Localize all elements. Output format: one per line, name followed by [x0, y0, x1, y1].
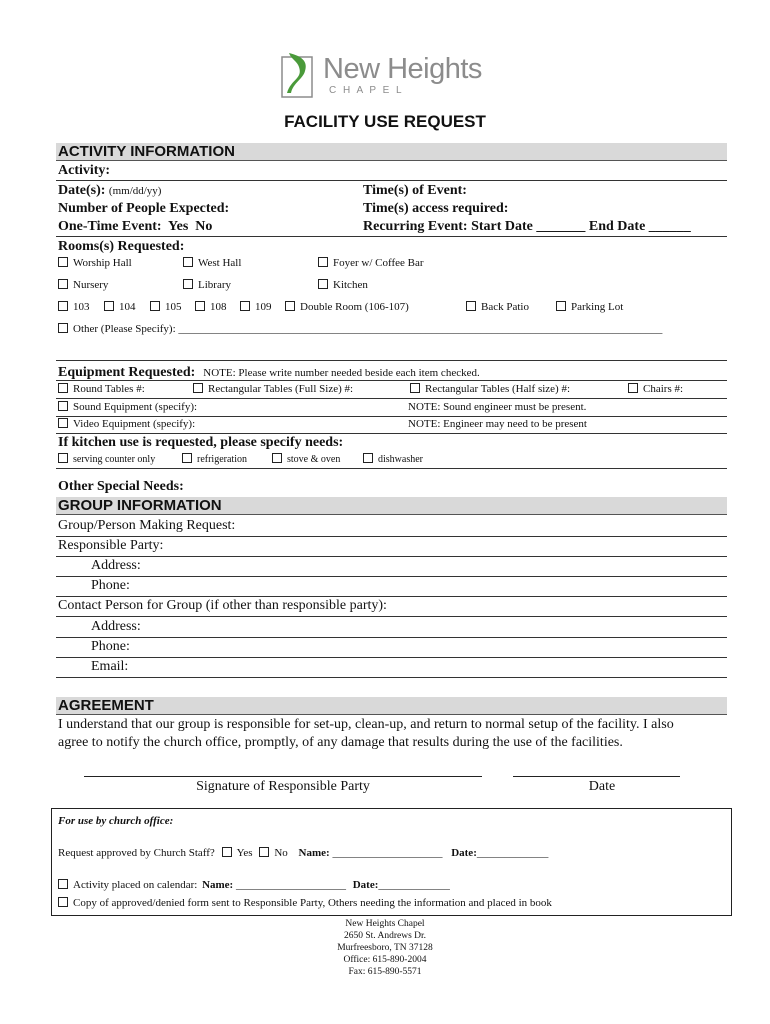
page-title: FACILITY USE REQUEST [284, 112, 486, 131]
agreement-line-1: I understand that our group is responsible for set-up, clean-up, and return to normal setup of the facility. I also [58, 717, 674, 732]
group-section-header: GROUP INFORMATION [56, 497, 727, 515]
checkbox-icon[interactable] [318, 257, 328, 267]
room-back-patio[interactable]: Back Patio [466, 301, 529, 313]
checkbox-icon[interactable] [318, 279, 328, 289]
room-west-hall[interactable]: West Hall [183, 257, 241, 269]
contact-email-field: Email: [91, 659, 129, 674]
checkbox-icon[interactable] [183, 257, 193, 267]
contact-person: Contact Person for Group (if other than responsible party): [58, 598, 387, 613]
checkbox-icon[interactable] [285, 301, 295, 311]
calendar-date-field[interactable]: _____________ [378, 879, 450, 891]
footer-address [0, 918, 770, 978]
approval-name-field[interactable]: ____________________ [332, 847, 443, 859]
agreement-line-2: agree to notify the church office, promptly, of any damage that results during the use of the facilities. [58, 735, 623, 750]
checkbox-icon[interactable] [240, 301, 250, 311]
room-104[interactable]: 104 [104, 301, 136, 313]
date-label: Date [588, 779, 616, 794]
checkbox-icon[interactable] [183, 279, 193, 289]
room-108[interactable]: 108 [195, 301, 227, 313]
yes-checkbox[interactable] [222, 847, 232, 857]
checkbox-icon[interactable] [58, 257, 68, 267]
checkbox-icon[interactable] [628, 383, 638, 393]
room-kitchen[interactable]: Kitchen [318, 279, 368, 291]
copy-row: Copy of approved/denied form sent to Responsible Party, Others needing the information and placed in book [58, 897, 552, 909]
checkbox-icon[interactable] [58, 279, 68, 289]
responsible-party: Responsible Party: [58, 538, 164, 553]
date-line[interactable] [513, 776, 680, 777]
checkbox-icon[interactable] [58, 453, 68, 463]
checkbox-icon[interactable] [104, 301, 114, 311]
room-nursery[interactable]: Nursery [58, 279, 108, 291]
checkbox-icon[interactable] [272, 453, 282, 463]
equip-rect-half[interactable]: Rectangular Tables (Half size) #: [410, 383, 570, 395]
logo-subtitle: C H A P E L [329, 85, 404, 96]
copy-checkbox[interactable] [58, 897, 68, 907]
checkbox-icon[interactable] [195, 301, 205, 311]
room-other[interactable]: Other (Please Specify): ________________________________________________________________________________________ [58, 323, 726, 335]
calendar-name-field[interactable]: ____________________ [235, 879, 346, 891]
office-heading: For use by church office: [58, 815, 174, 827]
checkbox-icon[interactable] [410, 383, 420, 393]
checkbox-icon[interactable] [58, 301, 68, 311]
activity-label: Activity: [58, 163, 111, 178]
onetime-label: One-Time Event: Yes No [58, 219, 213, 234]
room-library[interactable]: Library [183, 279, 231, 291]
no-checkbox[interactable] [259, 847, 269, 857]
room-103[interactable]: 103 [58, 301, 90, 313]
footer-line-street: 2650 St. Andrews Dr. [343, 931, 427, 941]
contact-address-field: Address: [91, 619, 141, 634]
approval-row: Request approved by Church Staff? Yes No Name: ____________________ Date:_____________ [58, 847, 549, 859]
checkbox-icon[interactable] [58, 401, 68, 411]
equip-chairs[interactable]: Chairs #: [628, 383, 683, 395]
kitchen-serving[interactable]: serving counter only [58, 453, 155, 465]
kitchen-refrigeration[interactable]: refrigeration [182, 453, 247, 465]
signature-line[interactable] [84, 776, 482, 777]
agreement-section-header: AGREEMENT [56, 697, 727, 715]
footer-line-fax: Fax: 615-890-5571 [348, 967, 422, 977]
logo [279, 49, 489, 101]
logo-mark-icon [279, 49, 319, 99]
equip-sound[interactable]: Sound Equipment (specify): [58, 401, 197, 413]
checkbox-icon[interactable] [556, 301, 566, 311]
checkbox-icon[interactable] [58, 383, 68, 393]
footer-line-office: Office: 615-890-2004 [343, 955, 427, 965]
room-105[interactable]: 105 [150, 301, 182, 313]
calendar-checkbox[interactable] [58, 879, 68, 889]
equip-round-tables[interactable]: Round Tables #: [58, 383, 145, 395]
kitchen-needs-label: If kitchen use is requested, please specify needs: [58, 435, 344, 450]
checkbox-icon[interactable] [193, 383, 203, 393]
calendar-row: Activity placed on calendar: Name: ____________________ Date:_____________ [58, 879, 450, 891]
checkbox-icon[interactable] [466, 301, 476, 311]
activity-section-header: ACTIVITY INFORMATION [56, 143, 727, 161]
checkbox-icon[interactable] [363, 453, 373, 463]
footer-line-city: Murfreesboro, TN 37128 [337, 943, 433, 953]
equip-video[interactable]: Video Equipment (specify): [58, 418, 195, 430]
logo-name: New Heights [323, 53, 482, 85]
other-needs-label: Other Special Needs: [58, 479, 184, 494]
room-109[interactable]: 109 [240, 301, 272, 313]
sound-note: NOTE: Sound engineer must be present. [408, 401, 587, 413]
checkbox-icon[interactable] [182, 453, 192, 463]
equipment-heading: Equipment Requested: NOTE: Please write number needed beside each item checked. [58, 365, 480, 380]
room-double-room[interactable]: Double Room (106-107) [285, 301, 409, 313]
room-foyer[interactable]: Foyer w/ Coffee Bar [318, 257, 424, 269]
equip-rect-full[interactable]: Rectangular Tables (Full Size) #: [193, 383, 353, 395]
rooms-label: Rooms(s) Requested: [58, 239, 185, 254]
group-making-request: Group/Person Making Request: [58, 518, 236, 533]
access-label: Time(s) access required: [363, 201, 509, 216]
checkbox-icon[interactable] [58, 323, 68, 333]
checkbox-icon[interactable] [150, 301, 160, 311]
dates-label: Date(s): (mm/dd/yy) [58, 183, 162, 198]
phone-field: Phone: [91, 578, 130, 593]
room-parking-lot[interactable]: Parking Lot [556, 301, 623, 313]
video-note: NOTE: Engineer may need to be present [408, 418, 587, 430]
kitchen-dishwasher[interactable]: dishwasher [363, 453, 423, 465]
kitchen-stove[interactable]: stove & oven [272, 453, 340, 465]
people-label: Number of People Expected: [58, 201, 230, 216]
approval-date-field[interactable]: _____________ [476, 847, 549, 859]
address-field: Address: [91, 558, 141, 573]
checkbox-icon[interactable] [58, 418, 68, 428]
contact-phone-field: Phone: [91, 639, 130, 654]
times-label: Time(s) of Event: [363, 183, 467, 198]
room-worship-hall[interactable]: Worship Hall [58, 257, 132, 269]
recurring-label: Recurring Event: Start Date _______ End Date ______ [363, 219, 691, 234]
signature-label: Signature of Responsible Party [196, 779, 370, 794]
footer-line-name: New Heights Chapel [345, 919, 425, 929]
